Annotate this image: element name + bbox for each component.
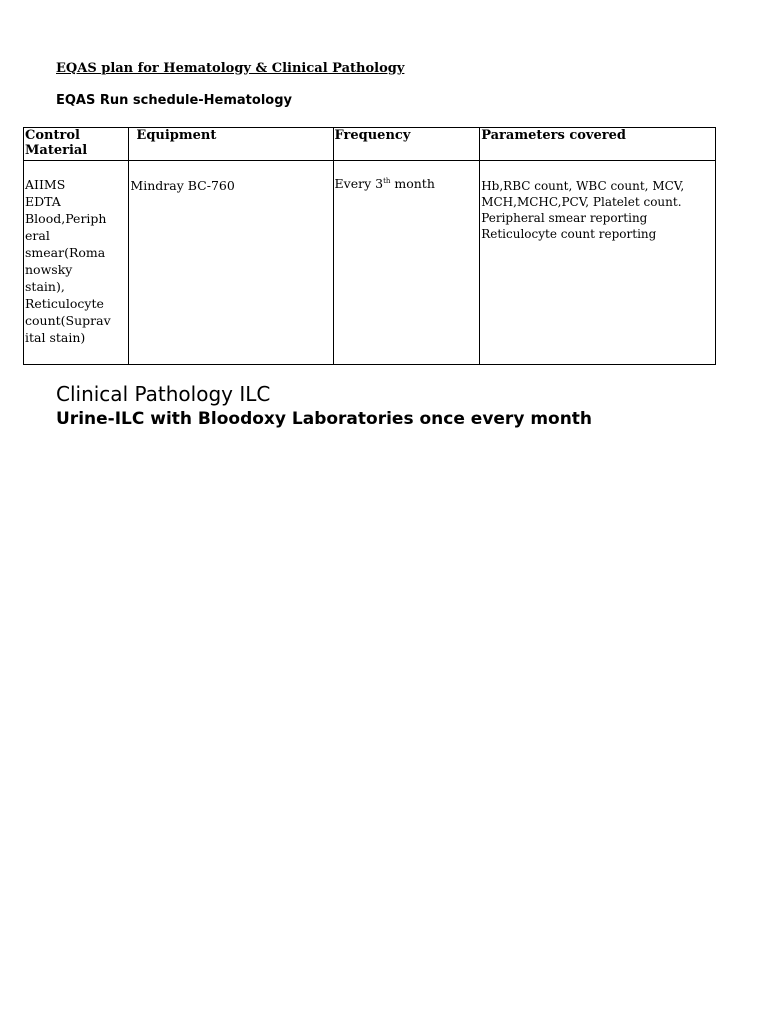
control-material-line: Blood,Periph	[25, 211, 107, 226]
parameters-line: Hb,RBC count, WBC count, MCV,	[481, 179, 685, 193]
frequency-suffix: month	[390, 176, 435, 191]
control-material-line: count(Suprav	[25, 313, 111, 328]
frequency-ordinal: th	[383, 177, 391, 185]
control-material-line: AIIMS	[25, 177, 66, 192]
header-frequency: Frequency	[333, 128, 480, 161]
cell-parameters	[480, 161, 716, 365]
cell-control-material	[24, 161, 129, 365]
header-parameters: Parameters covered	[480, 128, 716, 161]
control-material-line: smear(Roma	[25, 245, 106, 260]
section-subtitle: EQAS Run schedule-Hematology	[56, 93, 292, 108]
control-material-line: eral	[25, 228, 50, 243]
control-material-line: nowsky	[25, 262, 73, 277]
control-material-line: EDTA	[25, 194, 61, 209]
control-material-line: Reticulocyte	[25, 296, 104, 311]
table-row	[24, 161, 716, 365]
clinical-pathology-heading: Clinical Pathology ILC	[56, 382, 271, 406]
table-header-row	[24, 128, 716, 161]
control-material-line: ital stain)	[25, 330, 86, 345]
parameters-line: Reticulocyte count reporting	[481, 227, 657, 241]
clinical-pathology-subheading: Urine-ILC with Bloodoxy Laboratories once every month	[56, 409, 593, 429]
eqas-schedule-table	[23, 127, 716, 365]
cell-frequency	[333, 161, 480, 365]
document-title: EQAS plan for Hematology & Clinical Pathology	[56, 61, 405, 76]
header-control-material: Control Material	[24, 128, 129, 161]
header-equipment: Equipment	[129, 128, 333, 161]
parameters-line: MCH,MCHC,PCV, Platelet count.	[481, 195, 682, 209]
cell-equipment: Mindray BC-760	[129, 161, 333, 365]
control-material-line: stain),	[25, 279, 65, 294]
frequency-prefix: Every 3	[334, 176, 384, 191]
parameters-line: Peripheral smear reporting	[481, 211, 648, 225]
